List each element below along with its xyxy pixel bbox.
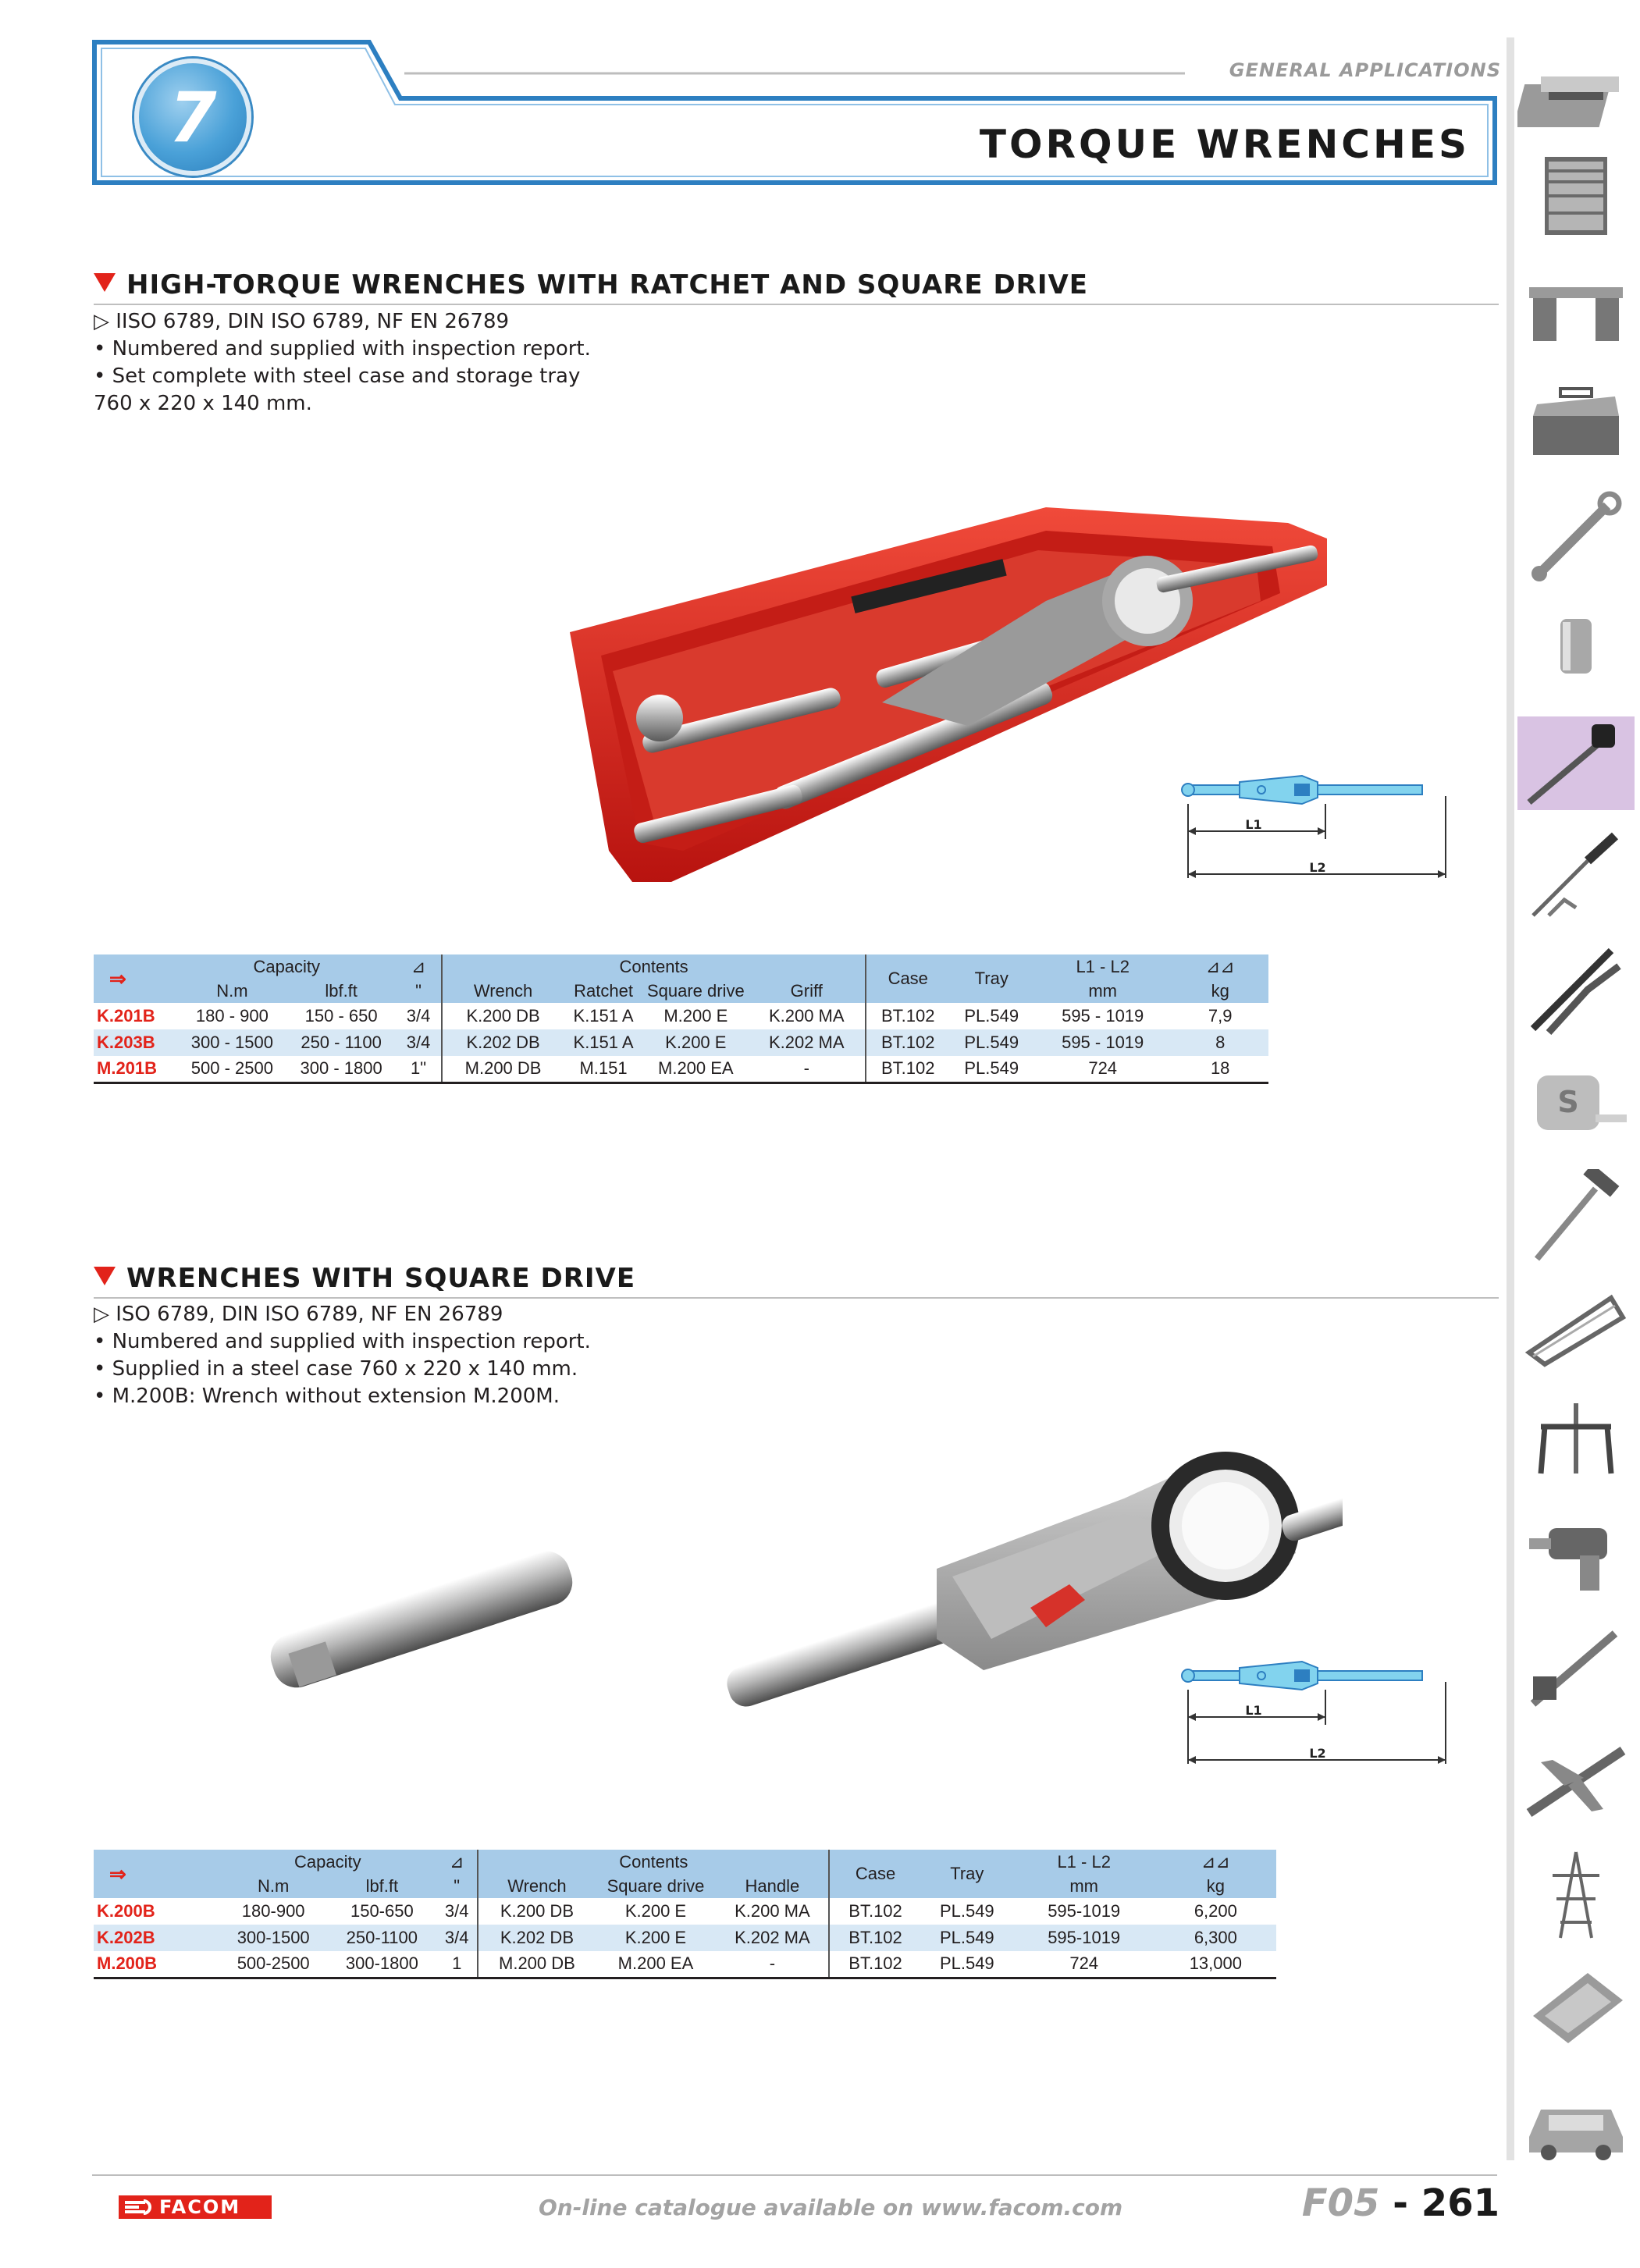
svg-text:S: S [1557, 1085, 1579, 1119]
sidebar-item-workbench[interactable] [1517, 264, 1635, 357]
sidebar-item-measuring-tape[interactable] [1517, 1056, 1635, 1150]
dimension-label-l1: L1 [1245, 817, 1262, 832]
pylon-icon [1517, 1848, 1635, 1942]
mm-header: mm [1069, 1875, 1099, 1896]
product-table-1 [94, 954, 1268, 1084]
description-line: • Set complete with steel case and storage tray [94, 364, 581, 388]
griff-header: Griff [790, 980, 823, 1001]
capacity-header: Capacity [293, 1851, 361, 1872]
sidebar-item-aircraft[interactable] [1517, 1735, 1635, 1829]
sidebar-item-combination-wrench[interactable] [1517, 490, 1635, 584]
section-rule [94, 1297, 1499, 1299]
weight-icon: ⊿⊿ [1201, 1851, 1230, 1872]
lbf-header: lbf.ft [365, 1875, 399, 1896]
product-table-2 [94, 1850, 1276, 1979]
chapter-badge [134, 59, 251, 176]
description-line: • Numbered and supplied with inspection report. [94, 337, 591, 361]
square-drive-header: Square drive [646, 980, 745, 1001]
socket-icon [1517, 603, 1635, 697]
workbench-icon [1517, 264, 1635, 357]
facom-mark-icon [125, 2199, 155, 2215]
puller-icon [1517, 1395, 1635, 1489]
square-drive-header: Square drive [607, 1875, 705, 1896]
product-reference[interactable]: K.201B [97, 1006, 155, 1026]
sidebar-rail [1507, 37, 1514, 2160]
page-number [1302, 2181, 1499, 2225]
description-line: • M.200B: Wrench without extension M.200M. [94, 1385, 560, 1408]
section-1-description [94, 308, 591, 418]
section-1-title: HIGH-TORQUE WRENCHES WITH RATCHET AND SQUARE DRIVE [126, 269, 1089, 300]
reference-arrow-icon: ⇒ [109, 966, 126, 990]
sidebar-item-impact-wrench[interactable] [1517, 1509, 1635, 1602]
chapter-number: 7 [169, 76, 217, 158]
table-row: K.200B 180-900 150-650 3/4 K.200 DB K.200 E K.200 MA BT.102 PL.549 595-1019 6,200 [94, 1898, 1276, 1925]
product-reference[interactable]: M.200B [97, 1953, 158, 1974]
page-separator: - [1379, 2181, 1421, 2225]
sidebar-item-socket[interactable] [1517, 603, 1635, 697]
nm-header: N.m [258, 1875, 290, 1896]
sidebar-item-hammer[interactable] [1517, 1169, 1635, 1263]
page-prefix: F05 [1301, 2181, 1380, 2225]
description-line: 760 x 220 x 140 mm. [94, 392, 312, 415]
pipe-wrench-icon [1517, 1622, 1635, 1715]
nm-header: N.m [216, 980, 248, 1001]
section-2-title: WRENCHES WITH SQUARE DRIVE [126, 1263, 636, 1294]
sidebar-item-pylon[interactable] [1517, 1848, 1635, 1942]
handle-header: Handle [745, 1875, 800, 1896]
sidebar-item-screwdriver[interactable] [1517, 830, 1635, 923]
sidebar-item-tool-kit[interactable] [1517, 53, 1635, 147]
sidebar-item-electronics[interactable] [1517, 1961, 1635, 2055]
hammer-icon [1517, 1169, 1635, 1263]
drive-unit-header: " [415, 980, 422, 1001]
roller-cabinet-icon [1517, 151, 1635, 244]
sidebar-item-hacksaw[interactable] [1517, 1282, 1635, 1376]
product-reference[interactable]: K.200B [97, 1901, 155, 1921]
wrench-header: Wrench [478, 1874, 595, 1898]
lengths-header: L1 - L2 [1076, 956, 1130, 976]
dimension-diagram-2 [1177, 1651, 1458, 1776]
toolbox-icon [1517, 377, 1635, 471]
sidebar-item-toolbox[interactable] [1517, 377, 1635, 471]
chapter-sidebar [1507, 37, 1640, 2160]
contents-header: Contents [442, 954, 866, 979]
capacity-header: Capacity [253, 956, 321, 976]
contents-header: Contents [478, 1850, 829, 1874]
lbf-header: lbf.ft [325, 980, 358, 1001]
impact-wrench-icon [1517, 1509, 1635, 1602]
product-reference[interactable]: K.203B [97, 1033, 155, 1052]
standards-line: ▷ IISO 6789, DIN ISO 6789, NF EN 26789 [94, 310, 510, 333]
sidebar-item-car[interactable] [1517, 2074, 1635, 2168]
sidebar-item-puller[interactable] [1517, 1395, 1635, 1489]
car-icon [1517, 2074, 1635, 2168]
kg-header: kg [1206, 1875, 1225, 1896]
section-label: GENERAL APPLICATIONS [1229, 59, 1501, 81]
measuring-tape-icon [1517, 1056, 1635, 1150]
drive-size-icon: ⊿ [411, 956, 426, 976]
table-row: K.202B 300-1500 250-1100 3/4 K.202 DB K.200 E K.202 MA BT.102 PL.549 595-1019 6,300 [94, 1925, 1276, 1951]
wrench-header: Wrench [442, 979, 564, 1003]
mm-header: mm [1088, 980, 1118, 1001]
tool-kit-icon [1517, 53, 1635, 147]
weight-icon: ⊿⊿ [1205, 956, 1235, 976]
tray-header: Tray [974, 969, 1009, 988]
section-2-description [94, 1301, 591, 1410]
reference-arrow-icon: ⇒ [109, 1861, 126, 1886]
product-reference[interactable]: M.201B [97, 1058, 158, 1079]
tray-header: Tray [950, 1864, 984, 1883]
reference-header [94, 1850, 219, 1898]
drive-size-icon: ⊿ [449, 1851, 464, 1872]
lengths-header: L1 - L2 [1057, 1851, 1111, 1872]
sidebar-item-torque-wrench[interactable] [1517, 716, 1635, 810]
ratchet-header: Ratchet [574, 980, 633, 1001]
dimension-label-l1: L1 [1245, 1703, 1262, 1718]
footer-url-text: On-line catalogue available on www.facom.com [539, 2195, 1123, 2220]
description-line: • Supplied in a steel case 760 x 220 x 140 mm. [94, 1357, 578, 1381]
hacksaw-icon [1517, 1282, 1635, 1376]
dimension-label-l2: L2 [1309, 1746, 1326, 1761]
reference-header [94, 954, 178, 1003]
pliers-icon [1517, 943, 1635, 1036]
combination-wrench-icon [1517, 490, 1635, 584]
torque-wrench-icon [1517, 716, 1635, 810]
dimension-diagram-1 [1177, 765, 1458, 890]
section-marker-icon [94, 1267, 116, 1285]
sidebar-item-roller-cabinet[interactable] [1517, 151, 1635, 244]
facom-logo[interactable] [119, 2195, 272, 2219]
screwdriver-icon [1517, 830, 1635, 923]
footer-rule [92, 2174, 1497, 2176]
aircraft-icon [1517, 1735, 1635, 1829]
page-title: TORQUE WRENCHES [979, 122, 1470, 167]
table-row: K.201B 180 - 900 150 - 650 3/4 K.200 DB K.151 A M.200 E K.200 MA BT.102 PL.549 595 - 1019 7,9 [94, 1003, 1268, 1029]
brand-name: FACOM [159, 2196, 241, 2218]
dimension-label-l2: L2 [1309, 860, 1326, 875]
table-row: M.201B 500 - 2500 300 - 1800 1" M.200 DB M.151 M.200 EA - BT.102 PL.549 724 18 [94, 1056, 1268, 1082]
product-reference[interactable]: K.202B [97, 1928, 155, 1947]
description-line: • Numbered and supplied with inspection report. [94, 1330, 591, 1353]
section-marker-icon [94, 273, 116, 292]
table-row: M.200B 500-2500 300-1800 1 M.200 DB M.200 EA - BT.102 PL.549 724 13,000 [94, 1951, 1276, 1978]
table-row: K.203B 300 - 1500 250 - 1100 3/4 K.202 DB K.151 A K.200 E K.202 MA BT.102 PL.549 595 - 1019 8 [94, 1029, 1268, 1056]
electronics-icon [1517, 1961, 1635, 2055]
case-header: Case [829, 1850, 921, 1898]
drive-unit-header: " [454, 1875, 461, 1896]
sidebar-item-pipe-wrench[interactable] [1517, 1622, 1635, 1715]
sidebar-item-pliers[interactable] [1517, 943, 1635, 1036]
page-number-value: 261 [1421, 2181, 1499, 2225]
standards-line: ▷ ISO 6789, DIN ISO 6789, NF EN 26789 [94, 1303, 503, 1326]
section-rule [94, 304, 1499, 305]
kg-header: kg [1211, 980, 1229, 1001]
case-header: Case [866, 954, 950, 1003]
